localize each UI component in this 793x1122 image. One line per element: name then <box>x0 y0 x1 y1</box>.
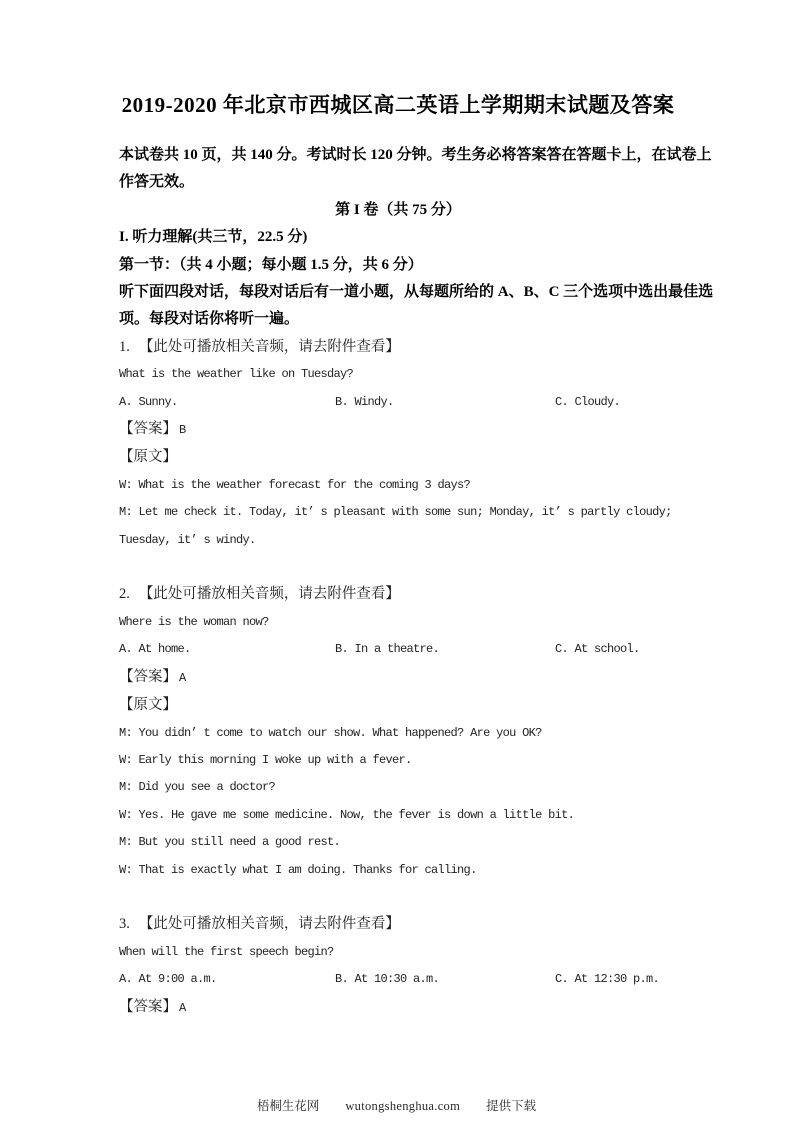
question-2-transcript-line: W: That is exactly what I am doing. Thanks for calling. <box>119 862 477 877</box>
question-1-options-row <box>119 389 677 416</box>
footer-site-name: 梧桐生花网 <box>256 1099 320 1113</box>
page-footer <box>0 1096 793 1114</box>
question-1-transcript-line: M: Let me check it. Today, it’ s pleasant with some sun; Monday, it’ s partly cloudy; <box>119 505 672 520</box>
exam-notice-line-1: 本试卷共 10 页，共 140 分。考试时长 120 分钟。考生务必将答案答在答题卡上，在试卷上 <box>119 147 712 163</box>
question-1-transcript-line: Tuesday, it’ s windy. <box>119 532 256 547</box>
part-heading: 第一节：（共 4 小题；每小题 1.5 分，共 6 分） <box>119 256 423 273</box>
question-1-answer-row <box>119 416 677 444</box>
question-3-text: When will the first speech begin? <box>119 944 334 959</box>
question-3-answer-value: A <box>179 1000 186 1015</box>
question-2-option-a: A. At home. <box>119 642 191 657</box>
question-3-answer-row <box>119 994 677 1022</box>
question-2-transcript-label: 【原文】 <box>119 697 177 714</box>
document-title: 2019-2020 年北京市西城区高二英语上学期期末试题及答案 <box>121 93 675 117</box>
question-3-options-row <box>119 966 677 993</box>
question-2-answer-row <box>119 664 677 692</box>
question-1-option-c: C. Cloudy. <box>555 394 621 409</box>
question-1-transcript-label: 【原文】 <box>119 449 177 466</box>
question-2-answer-value: A <box>179 670 186 685</box>
question-1-text: What is the weather like on Tuesday? <box>119 367 354 382</box>
answer-label: 【答案】 <box>119 421 177 438</box>
question-3-number: 3. <box>119 916 130 933</box>
question-2-option-b: B. In a theatre. <box>335 642 440 657</box>
spacer <box>119 554 677 581</box>
exam-notice-line-2: 作答无效。 <box>119 174 195 191</box>
footer-download-text: 提供下载 <box>486 1099 537 1113</box>
question-2-transcript-line: M: Did you see a doctor? <box>119 780 276 795</box>
question-2-transcript-line: W: Yes. He gave me some medicine. Now, the fever is down a little bit. <box>119 807 575 822</box>
question-2-text: Where is the woman now? <box>119 614 269 629</box>
question-2-option-c: C. At school. <box>555 642 640 657</box>
question-1-number: 1. <box>119 338 130 355</box>
question-3-audio-note: 【此处可播放相关音频，请去附件查看】 <box>138 916 400 933</box>
footer-site-url[interactable]: wutongshenghua.com <box>345 1099 461 1113</box>
question-2-number: 2. <box>119 586 130 603</box>
question-3-number-row <box>119 911 677 938</box>
question-2-transcript-line: W: Early this morning I woke up with a fever. <box>119 752 412 767</box>
question-1-option-b: B. Windy. <box>335 394 394 409</box>
question-1-answer-value: B <box>179 423 186 438</box>
answer-label: 【答案】 <box>119 668 177 685</box>
answer-label: 【答案】 <box>119 998 177 1015</box>
question-1-audio-note: 【此处可播放相关音频，请去附件查看】 <box>138 338 400 355</box>
question-3-option-b: B. At 10:30 a.m. <box>335 972 440 987</box>
spacer <box>119 884 677 911</box>
question-2-transcript-line: M: But you still need a good rest. <box>119 835 341 850</box>
document-content <box>119 92 714 1022</box>
part-instruction-line-1: 听下面四段对话，每段对话后有一道小题，从每题所给的 A、B、C 三个选项中选出最佳选 <box>119 284 714 301</box>
part-instruction-line-2: 项。每段对话你将听一遍。 <box>119 311 300 328</box>
question-2-audio-note: 【此处可播放相关音频，请去附件查看】 <box>138 586 400 603</box>
question-1-option-a: A. Sunny. <box>119 394 178 409</box>
question-3-option-c: C. At 12:30 p.m. <box>555 972 660 987</box>
question-1-number-row <box>119 334 677 361</box>
question-3-option-a: A. At 9:00 a.m. <box>119 972 217 987</box>
volume-heading: 第 I 卷（共 75 分） <box>335 201 461 218</box>
question-1-transcript-line: W: What is the weather forecast for the coming 3 days? <box>119 477 471 492</box>
section-heading: I. 听力理解(共三节，22.5 分) <box>119 229 308 246</box>
question-2-options-row <box>119 636 677 663</box>
question-2-transcript-line: M: You didn’ t come to watch our show. What happened? Are you OK? <box>119 725 542 740</box>
question-2-number-row <box>119 581 677 608</box>
